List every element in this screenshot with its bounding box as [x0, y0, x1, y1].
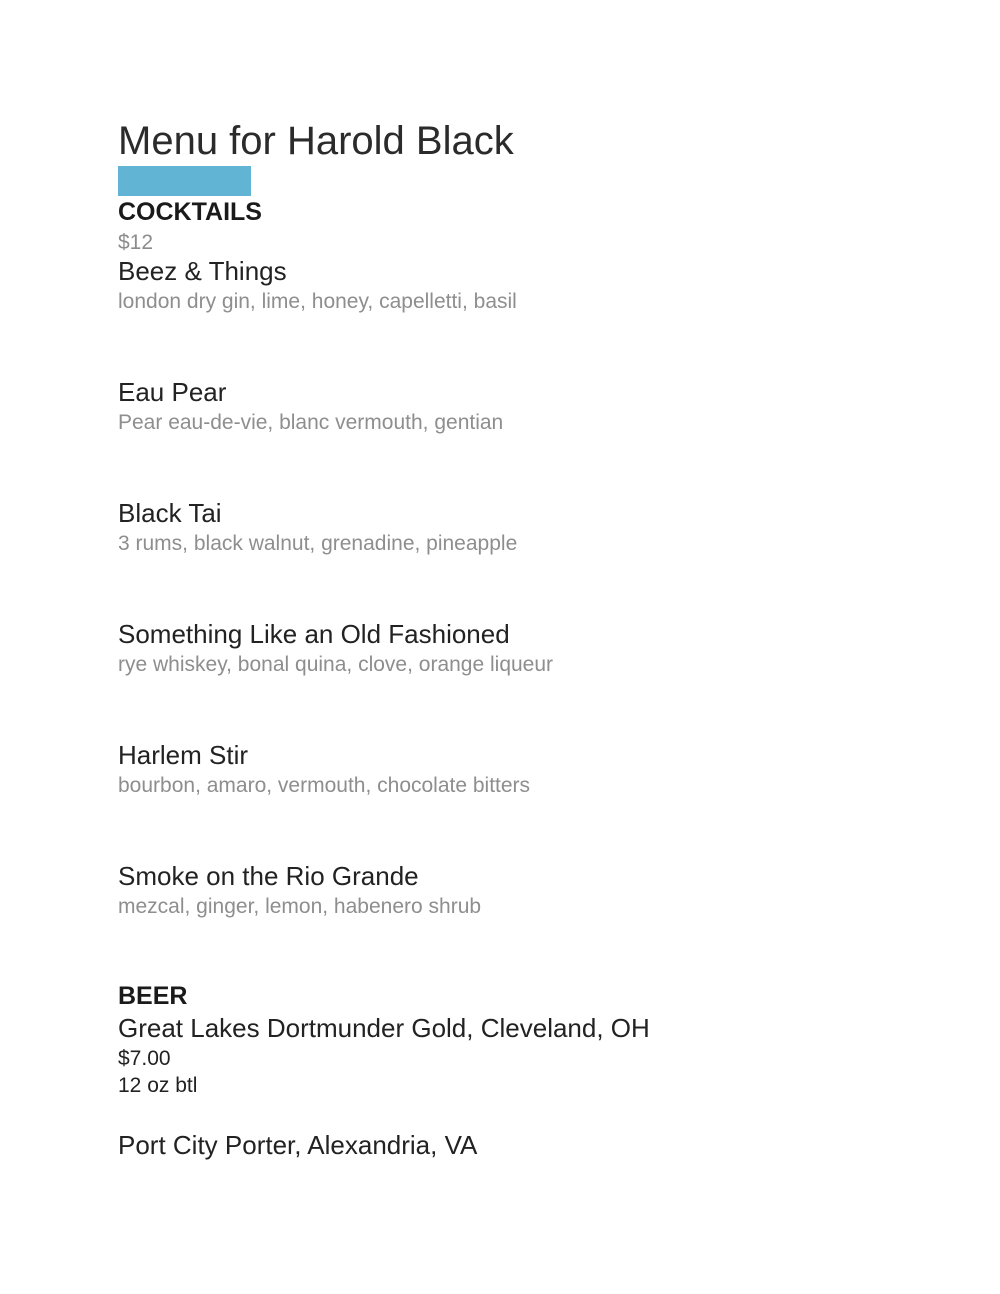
beer-price: $7.00 — [118, 1047, 171, 1070]
cocktail-description: bourbon, amaro, vermouth, chocolate bitters — [118, 774, 531, 797]
beer-name: Great Lakes Dortmunder Gold, Cleveland, OH — [118, 1013, 650, 1043]
section-heading-beer: BEER — [118, 982, 188, 1010]
page-title: Menu for Harold Black — [118, 119, 514, 163]
cocktail-name: Harlem Stir — [118, 740, 249, 770]
cocktail-description: london dry gin, lime, honey, capelletti, basil — [118, 290, 517, 313]
cocktail-name: Something Like an Old Fashioned — [118, 619, 510, 649]
beer-name: Port City Porter, Alexandria, VA — [118, 1130, 478, 1160]
cocktail-description: rye whiskey, bonal quina, clove, orange liqueur — [118, 653, 554, 676]
cocktail-name: Eau Pear — [118, 377, 227, 407]
cocktail-name: Beez & Things — [118, 256, 287, 286]
beer-size: 12 oz btl — [118, 1074, 198, 1097]
cocktail-name: Smoke on the Rio Grande — [118, 861, 419, 891]
section-heading-cocktails: COCKTAILS — [118, 198, 262, 226]
cocktail-name: Black Tai — [118, 498, 222, 528]
cocktail-description: 3 rums, black walnut, grenadine, pineapple — [118, 532, 518, 555]
accent-bar — [118, 166, 251, 196]
cocktail-description: mezcal, ginger, lemon, habenero shrub — [118, 895, 482, 918]
cocktail-description: Pear eau-de-vie, blanc vermouth, gentian — [118, 411, 504, 434]
cocktails-price: $12 — [118, 231, 154, 254]
